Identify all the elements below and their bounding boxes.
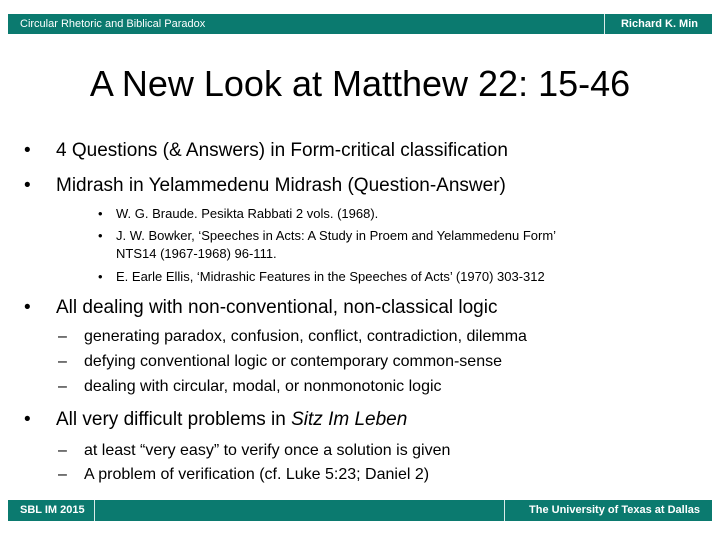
dash-item-verification xyxy=(58,464,430,485)
bullet-text: All dealing with non-conventional, non-classical logic xyxy=(56,297,498,318)
dash-text: generating paradox, confusion, conflict, contradiction, dilemma xyxy=(84,328,527,345)
dash-glyph: – xyxy=(58,466,67,483)
dash-item-circular-logic xyxy=(58,376,442,397)
bullet-italic-text: Sitz Im Leben xyxy=(291,409,408,430)
dash-glyph: – xyxy=(58,353,67,370)
dash-item-common-sense xyxy=(58,351,502,372)
slide-title: A New Look at Matthew 22: 15-46 xyxy=(89,63,631,104)
reference-bowker-continued xyxy=(116,245,277,262)
footer-left-text: SBL IM 2015 xyxy=(20,504,85,516)
footer-bar xyxy=(8,500,712,521)
reference-ellis xyxy=(98,268,545,285)
bullet-glyph: • xyxy=(24,175,31,196)
reference-text: E. Earle Ellis, ‘Midrashic Features in the Speeches of Acts’ (1970) 303-312 xyxy=(116,269,545,284)
bullet-glyph: • xyxy=(24,297,31,318)
bullet-text: 4 Questions (& Answers) in Form-critical classification xyxy=(56,140,508,161)
reference-text: W. G. Braude. Pesikta Rabbati 2 vols. (1968). xyxy=(116,206,379,221)
bullet-text: All very difficult problems in xyxy=(56,409,292,430)
header-divider xyxy=(604,14,605,34)
reference-text: NTS14 (1967-1968) 96-111. xyxy=(116,246,277,261)
header-author: Richard K. Min xyxy=(620,18,698,30)
bullet-glyph: • xyxy=(24,409,31,430)
dash-item-paradox xyxy=(58,326,527,347)
dash-glyph: – xyxy=(58,378,67,395)
dash-text: A problem of verification (cf. Luke 5:23; Daniel 2) xyxy=(84,466,430,483)
reference-braude xyxy=(98,205,379,222)
bullet-glyph: • xyxy=(24,140,31,161)
bullet-non-classical-logic xyxy=(24,296,498,320)
bullet-form-critical xyxy=(24,139,508,163)
bullet-glyph: • xyxy=(98,206,103,221)
dash-text: dealing with circular, modal, or nonmonotonic logic xyxy=(84,378,442,395)
bullet-glyph: • xyxy=(98,269,103,284)
header-left-text: Circular Rhetoric and Biblical Paradox xyxy=(20,18,206,30)
bullet-midrash xyxy=(24,174,506,198)
reference-bowker xyxy=(98,227,557,244)
header-bar xyxy=(8,14,712,34)
dash-glyph: – xyxy=(58,442,67,459)
dash-text: at least “very easy” to verify once a solution is given xyxy=(84,442,451,459)
reference-text: J. W. Bowker, ‘Speeches in Acts: A Study in Proem and Yelammedenu Form’ xyxy=(116,228,557,243)
dash-glyph: – xyxy=(58,328,67,345)
footer-divider-left xyxy=(94,500,95,521)
footer-divider-right xyxy=(504,500,505,521)
footer-institution: The University of Texas at Dallas xyxy=(529,504,700,516)
dash-item-easy-to-verify xyxy=(58,440,451,461)
bullet-sitz-im-leben xyxy=(24,408,408,432)
dash-text: defying conventional logic or contemporary common-sense xyxy=(84,353,502,370)
bullet-glyph: • xyxy=(98,228,103,243)
bullet-text: Midrash in Yelammedenu Midrash (Question-Answer) xyxy=(56,175,506,196)
